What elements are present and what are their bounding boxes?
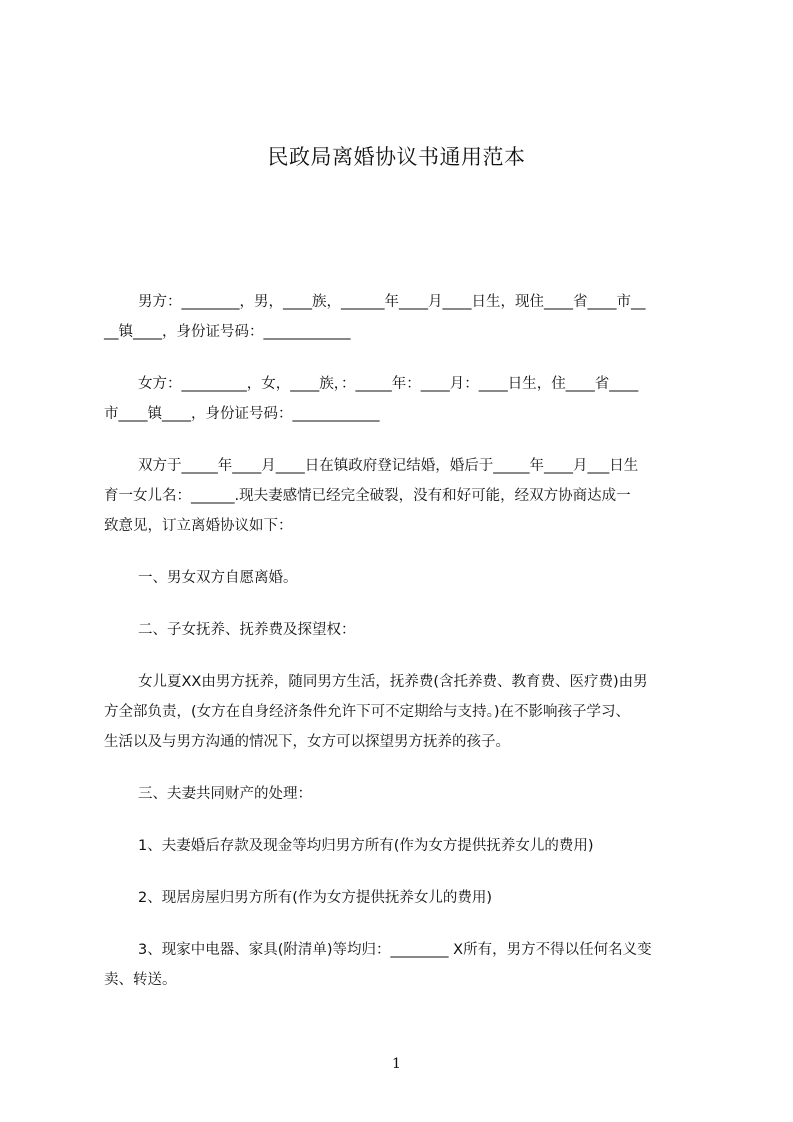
text-line: __镇____，身份证号码：____________ — [104, 324, 351, 340]
text-line: 女儿夏XX由男方抚养，随同男方生活，抚养费(含托养费、教育费、医疗费)由男 — [138, 674, 648, 690]
text-line: 致意见，订立离婚协议如下： — [104, 518, 293, 534]
text-line: 市____镇____，身份证号码：____________ — [104, 406, 380, 422]
clause-heading-2 — [104, 615, 704, 645]
text-line: 育一女儿名：______.现夫妻感情已经完全破裂，没有和好可能，经双方协商达成一 — [104, 488, 631, 504]
clause-heading-1 — [104, 563, 704, 593]
text-line: 1、夫妻婚后存款及现金等均归男方所有(作为女方提供抚养女儿的费用) — [138, 838, 594, 854]
text-line: 女方：_________，女，____族，：_____年：____月：____日生，住____省____ — [138, 376, 639, 392]
page-number: 1 — [392, 1056, 401, 1072]
paragraph-property-3 — [104, 935, 704, 995]
text-line: 一、男女双方自愿离婚。 — [138, 570, 298, 586]
paragraph-property-1 — [104, 831, 704, 861]
paragraph-male-party — [104, 287, 704, 347]
paragraph-marriage-info — [104, 451, 704, 541]
text-line: 卖、转送。 — [104, 972, 177, 988]
document-body — [104, 287, 704, 995]
text-line: 双方于_____年____月____日在镇政府登记结婚，婚后于_____年____月___日生 — [138, 458, 639, 474]
text-line: 3、现家中电器、家具(附清单)等均归：________ X所有，男方不得以任何名义变 — [138, 942, 652, 958]
text-line: 生活以及与男方沟通的情况下，女方可以探望男方抚养的孩子。 — [104, 734, 510, 750]
document-title: 民政局离婚协议书通用范本 — [267, 145, 526, 169]
text-line: 方全部负责，(女方在自身经济条件允许下可不定期给与支持。)在不影响孩子学习、 — [104, 704, 631, 720]
text-line: 三、夫妻共同财产的处理： — [138, 786, 312, 802]
paragraph-property-2 — [104, 883, 704, 913]
text-line: 男方：________，男，____族，______年____月____日生，现住____省____市__ — [138, 294, 646, 310]
paragraph-child-custody — [104, 667, 704, 757]
text-line: 二、子女抚养、抚养费及探望权： — [138, 622, 356, 638]
clause-heading-3 — [104, 779, 704, 809]
paragraph-female-party — [104, 369, 704, 429]
text-line: 2、现居房屋归男方所有(作为女方提供抚养女儿的费用) — [138, 890, 493, 906]
